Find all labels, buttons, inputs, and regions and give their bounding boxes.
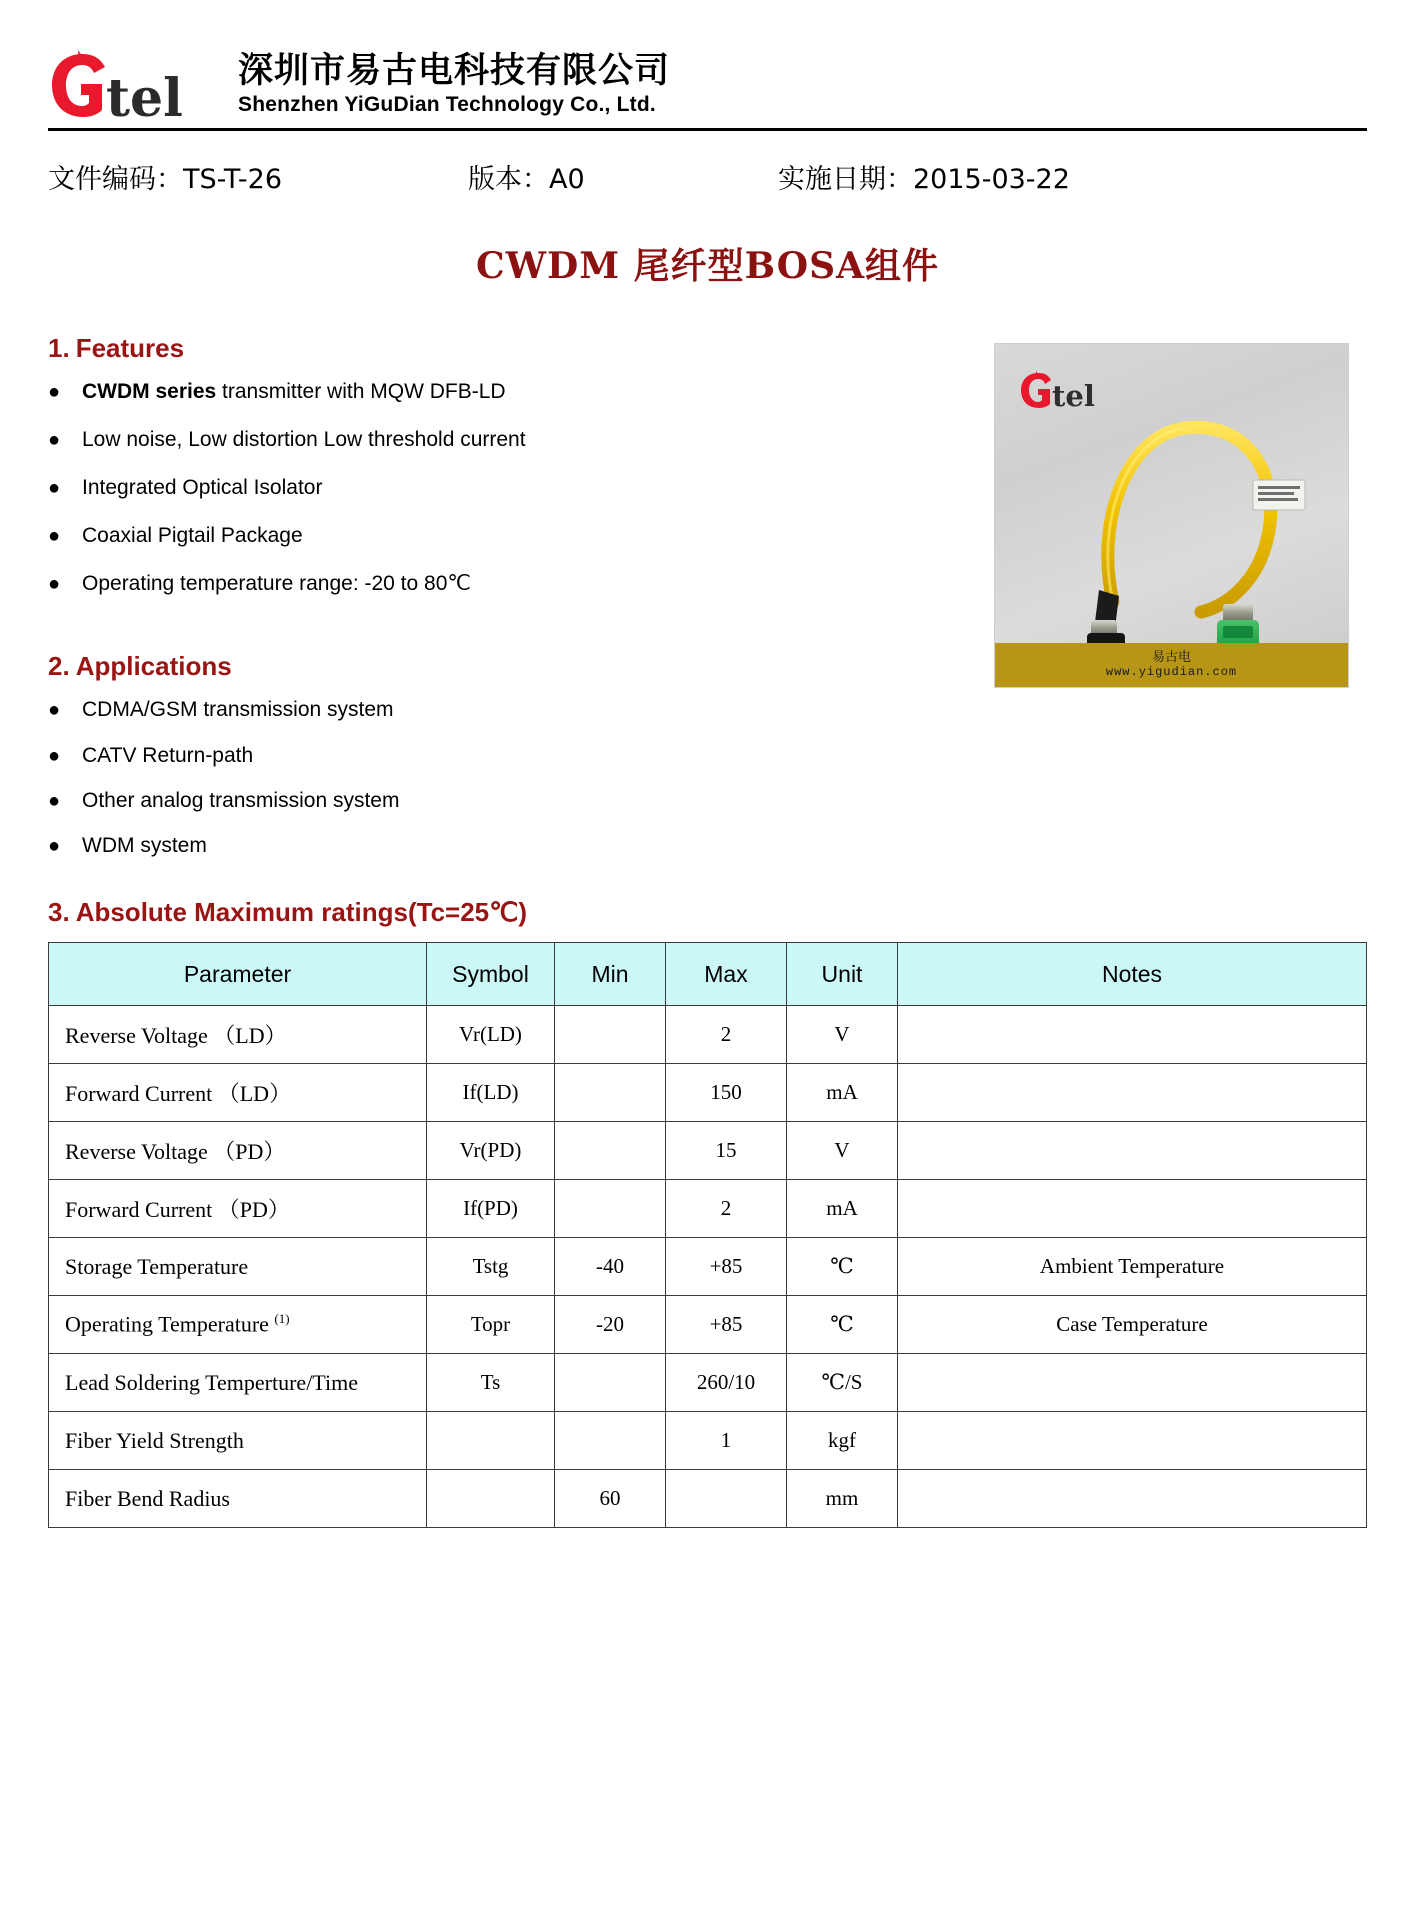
cell-notes — [898, 1180, 1367, 1238]
cell-parameter — [49, 1412, 427, 1470]
cell-parameter — [49, 1180, 427, 1238]
body-area — [48, 333, 1367, 893]
cell-parameter-text: Fiber Yield Strength — [65, 1427, 244, 1453]
cell-parameter-text: Storage Temperature — [65, 1253, 249, 1279]
cell-parameter — [49, 1470, 427, 1528]
svg-text:tel: tel — [1052, 379, 1095, 410]
table-row — [49, 1296, 1367, 1354]
photo-caption-cn: 易古电 — [1151, 649, 1191, 665]
features-heading — [48, 333, 748, 364]
cell-unit: mA — [787, 1180, 898, 1238]
cell-symbol: If(PD) — [427, 1180, 555, 1238]
list-item — [48, 744, 748, 767]
cell-min — [555, 1180, 666, 1238]
table-header — [49, 943, 1367, 1006]
application-text: CATV Return-path — [82, 743, 254, 767]
letterhead — [48, 0, 1367, 122]
ratings-number: 3. — [48, 897, 70, 927]
product-label — [1253, 480, 1305, 510]
cell-max: 15 — [666, 1122, 787, 1180]
bullet-icon: ● — [48, 789, 61, 812]
cell-symbol: Ts — [427, 1354, 555, 1412]
cell-max: +85 — [666, 1296, 787, 1354]
features-heading-label: Features — [75, 333, 185, 363]
table-row — [49, 1122, 1367, 1180]
bullet-icon: ● — [48, 834, 61, 857]
cell-parameter — [49, 1006, 427, 1064]
list-item — [48, 698, 748, 721]
cell-max: 2 — [666, 1180, 787, 1238]
cell-unit: mA — [787, 1064, 898, 1122]
cell-parameter-text: Forward Current （LD） — [65, 1081, 292, 1106]
bullet-icon: ● — [48, 525, 61, 548]
cell-notes: Case Temperature — [898, 1296, 1367, 1354]
column-header-unit: Unit — [787, 943, 898, 1006]
cell-notes — [898, 1412, 1367, 1470]
feature-rest: transmitter with MQW DFB-LD — [216, 380, 506, 403]
ratings-heading — [48, 897, 1367, 928]
page-title: CWDM 尾纤型BOSA组件 — [475, 245, 940, 287]
cell-min: 60 — [555, 1470, 666, 1528]
cell-notes: Ambient Temperature — [898, 1238, 1367, 1296]
cell-parameter-text: Operating Temperature — [65, 1311, 275, 1337]
column-header-symbol: Symbol — [427, 943, 555, 1006]
gtel-logo — [48, 48, 216, 122]
cell-parameter-text: Lead Soldering Temperture/Time — [65, 1369, 358, 1395]
cell-notes — [898, 1470, 1367, 1528]
bosa-pigtail-photo — [995, 344, 1348, 687]
gtel-logo-mark — [48, 48, 216, 122]
cell-unit: kgf — [787, 1412, 898, 1470]
cell-max: 150 — [666, 1064, 787, 1122]
cell-unit: ℃ — [787, 1238, 898, 1296]
feature-text — [82, 380, 748, 403]
cell-unit: V — [787, 1122, 898, 1180]
cell-parameter — [49, 1122, 427, 1180]
cell-notes — [898, 1064, 1367, 1122]
cell-max: 2 — [666, 1006, 787, 1064]
cell-parameter-text: Reverse Voltage （PD） — [65, 1139, 286, 1164]
table-row — [49, 1470, 1367, 1528]
list-item — [48, 476, 748, 499]
footnote-marker: (1) — [274, 1311, 290, 1327]
cell-notes — [898, 1122, 1367, 1180]
applications-list — [48, 698, 748, 856]
cell-min — [555, 1354, 666, 1412]
document-meta — [48, 157, 1367, 196]
list-item — [48, 524, 748, 547]
cell-min — [555, 1006, 666, 1064]
table-header-row — [49, 943, 1367, 1006]
company-name-cn: 深圳市易古电科技有限公司 — [238, 50, 671, 91]
applications-heading-label: Applications — [75, 651, 232, 682]
cell-parameter-text: Reverse Voltage （LD） — [65, 1023, 287, 1048]
table-row — [49, 1180, 1367, 1238]
cell-min — [555, 1064, 666, 1122]
svg-text:tel: tel — [106, 68, 183, 122]
application-text: CDMA/GSM transmission system — [82, 698, 394, 722]
cell-min — [555, 1412, 666, 1470]
cell-parameter — [49, 1296, 427, 1354]
photo-caption-url: www.yigudian.com — [1105, 664, 1238, 679]
left-column — [48, 333, 748, 857]
table-body — [49, 1006, 1367, 1528]
doc-effective-date: 实施日期：2015-03-22 — [778, 164, 1070, 195]
cell-symbol: Tstg — [427, 1238, 555, 1296]
applications-section — [48, 651, 748, 856]
bullet-icon: ● — [48, 699, 61, 722]
doc-code: 文件编码：TS-T-26 — [48, 164, 283, 195]
cell-symbol: Vr(LD) — [427, 1006, 555, 1064]
table-row — [49, 1412, 1367, 1470]
column-header-min: Min — [555, 943, 666, 1006]
list-item — [48, 380, 748, 403]
cell-min — [555, 1122, 666, 1180]
table-row — [49, 1006, 1367, 1064]
table-row — [49, 1238, 1367, 1296]
cell-unit: ℃ — [787, 1296, 898, 1354]
cell-parameter — [49, 1238, 427, 1296]
cell-notes — [898, 1354, 1367, 1412]
list-item — [48, 789, 748, 812]
doc-version: 版本：A0 — [468, 164, 585, 195]
cell-max: 1 — [666, 1412, 787, 1470]
feature-text: Integrated Optical Isolator — [82, 476, 323, 500]
applications-heading — [48, 651, 748, 682]
cell-symbol: If(LD) — [427, 1064, 555, 1122]
bullet-icon: ● — [48, 573, 61, 596]
bullet-icon: ● — [48, 381, 61, 403]
list-item — [48, 428, 748, 451]
product-photo — [994, 343, 1349, 688]
feature-text: Coaxial Pigtail Package — [82, 524, 303, 548]
cell-parameter-text: Fiber Bend Radius — [65, 1485, 230, 1511]
applications-number: 2. — [48, 651, 70, 682]
ratings-heading-label: Absolute Maximum ratings(Tc=25℃) — [75, 897, 527, 927]
application-text: Other analog transmission system — [82, 788, 400, 812]
cell-parameter — [49, 1354, 427, 1412]
cell-parameter-text: Forward Current （PD） — [65, 1197, 290, 1222]
company-name-en: Shenzhen YiGuDian Technology Co., Ltd. — [238, 92, 656, 116]
header-divider — [48, 128, 1367, 131]
cell-min: -20 — [555, 1296, 666, 1354]
company-name — [238, 50, 671, 122]
feature-text: Low noise, Low distortion Low threshold current — [82, 428, 526, 452]
cell-unit: mm — [787, 1470, 898, 1528]
features-number: 1. — [48, 333, 70, 363]
cell-symbol — [427, 1470, 555, 1528]
cell-symbol — [427, 1412, 555, 1470]
bullet-icon: ● — [48, 477, 61, 500]
table-row — [49, 1354, 1367, 1412]
feature-lead: CWDM series — [82, 380, 217, 403]
absolute-maximum-ratings-table — [48, 942, 1367, 1528]
cell-max — [666, 1470, 787, 1528]
column-header-parameter: Parameter — [49, 943, 427, 1006]
column-header-notes: Notes — [898, 943, 1367, 1006]
feature-text: Operating temperature range: -20 to 80℃ — [82, 572, 471, 596]
cell-parameter — [49, 1064, 427, 1122]
cell-unit: ℃/S — [787, 1354, 898, 1412]
list-item — [48, 834, 748, 857]
cell-unit: V — [787, 1006, 898, 1064]
cell-symbol: Topr — [427, 1296, 555, 1354]
photo-caption — [995, 643, 1348, 687]
application-text: WDM system — [82, 833, 207, 857]
cell-min: -40 — [555, 1238, 666, 1296]
cell-max: +85 — [666, 1238, 787, 1296]
bullet-icon: ● — [48, 744, 61, 767]
cell-max: 260/10 — [666, 1354, 787, 1412]
cell-symbol: Vr(PD) — [427, 1122, 555, 1180]
features-list — [48, 380, 748, 595]
table-row — [49, 1064, 1367, 1122]
column-header-max: Max — [666, 943, 787, 1006]
list-item — [48, 572, 748, 595]
cell-notes — [898, 1006, 1367, 1064]
bullet-icon: ● — [48, 429, 61, 452]
